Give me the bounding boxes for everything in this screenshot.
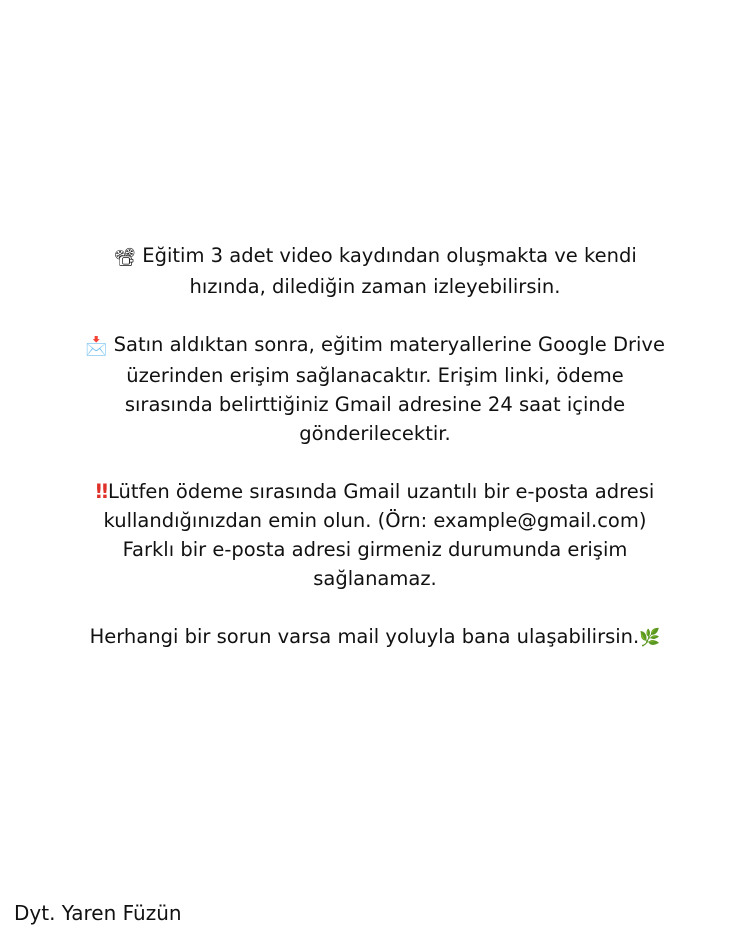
incoming-envelope-icon: 📩 bbox=[85, 336, 108, 357]
paragraph-line bbox=[40, 477, 710, 506]
paragraph-video-info bbox=[40, 241, 710, 301]
info-text-block bbox=[40, 241, 710, 653]
leaf-icon: 🌿 bbox=[639, 628, 661, 648]
signature: Dyt. Yaren Füzün bbox=[14, 901, 182, 925]
paragraph-line: Farklı bir e-posta adresi girmeniz durumunda erişim bbox=[122, 538, 628, 561]
paragraph-gmail-warning bbox=[40, 477, 710, 593]
paragraph-access-info bbox=[40, 330, 710, 448]
paragraph-contact bbox=[40, 622, 710, 653]
paragraph-line bbox=[40, 241, 710, 272]
paragraph-line: üzerinden erişim sağlanacaktır. Erişim linki, ödeme bbox=[126, 364, 624, 387]
paragraph-line: kullandığınızdan emin olun. (Örn: example@gmail.com) bbox=[103, 509, 647, 532]
paragraph-line: gönderilecektir. bbox=[299, 422, 451, 445]
line-text: Satın aldıktan sonra, eğitim materyallerine Google Drive bbox=[113, 333, 665, 356]
paragraph-line: sağlanamaz. bbox=[313, 567, 437, 590]
paragraph-line bbox=[40, 330, 710, 361]
paragraph-line: hızında, dilediğin zaman izleyebilirsin. bbox=[189, 275, 561, 298]
line-text: Lütfen ödeme sırasında Gmail uzantılı bir e-posta adresi bbox=[107, 480, 655, 503]
paragraph-line bbox=[40, 622, 710, 653]
line-text: Eğitim 3 adet video kaydından oluşmakta ve kendi bbox=[142, 244, 637, 267]
film-projector-icon: 📽 bbox=[113, 247, 137, 268]
line-text: Herhangi bir sorun varsa mail yoluyla bana ulaşabilirsin. bbox=[89, 625, 640, 648]
paragraph-line: sırasında belirttiğiniz Gmail adresine 24 saat içinde bbox=[124, 393, 626, 416]
double-exclamation-icon: ‼ bbox=[95, 480, 108, 503]
